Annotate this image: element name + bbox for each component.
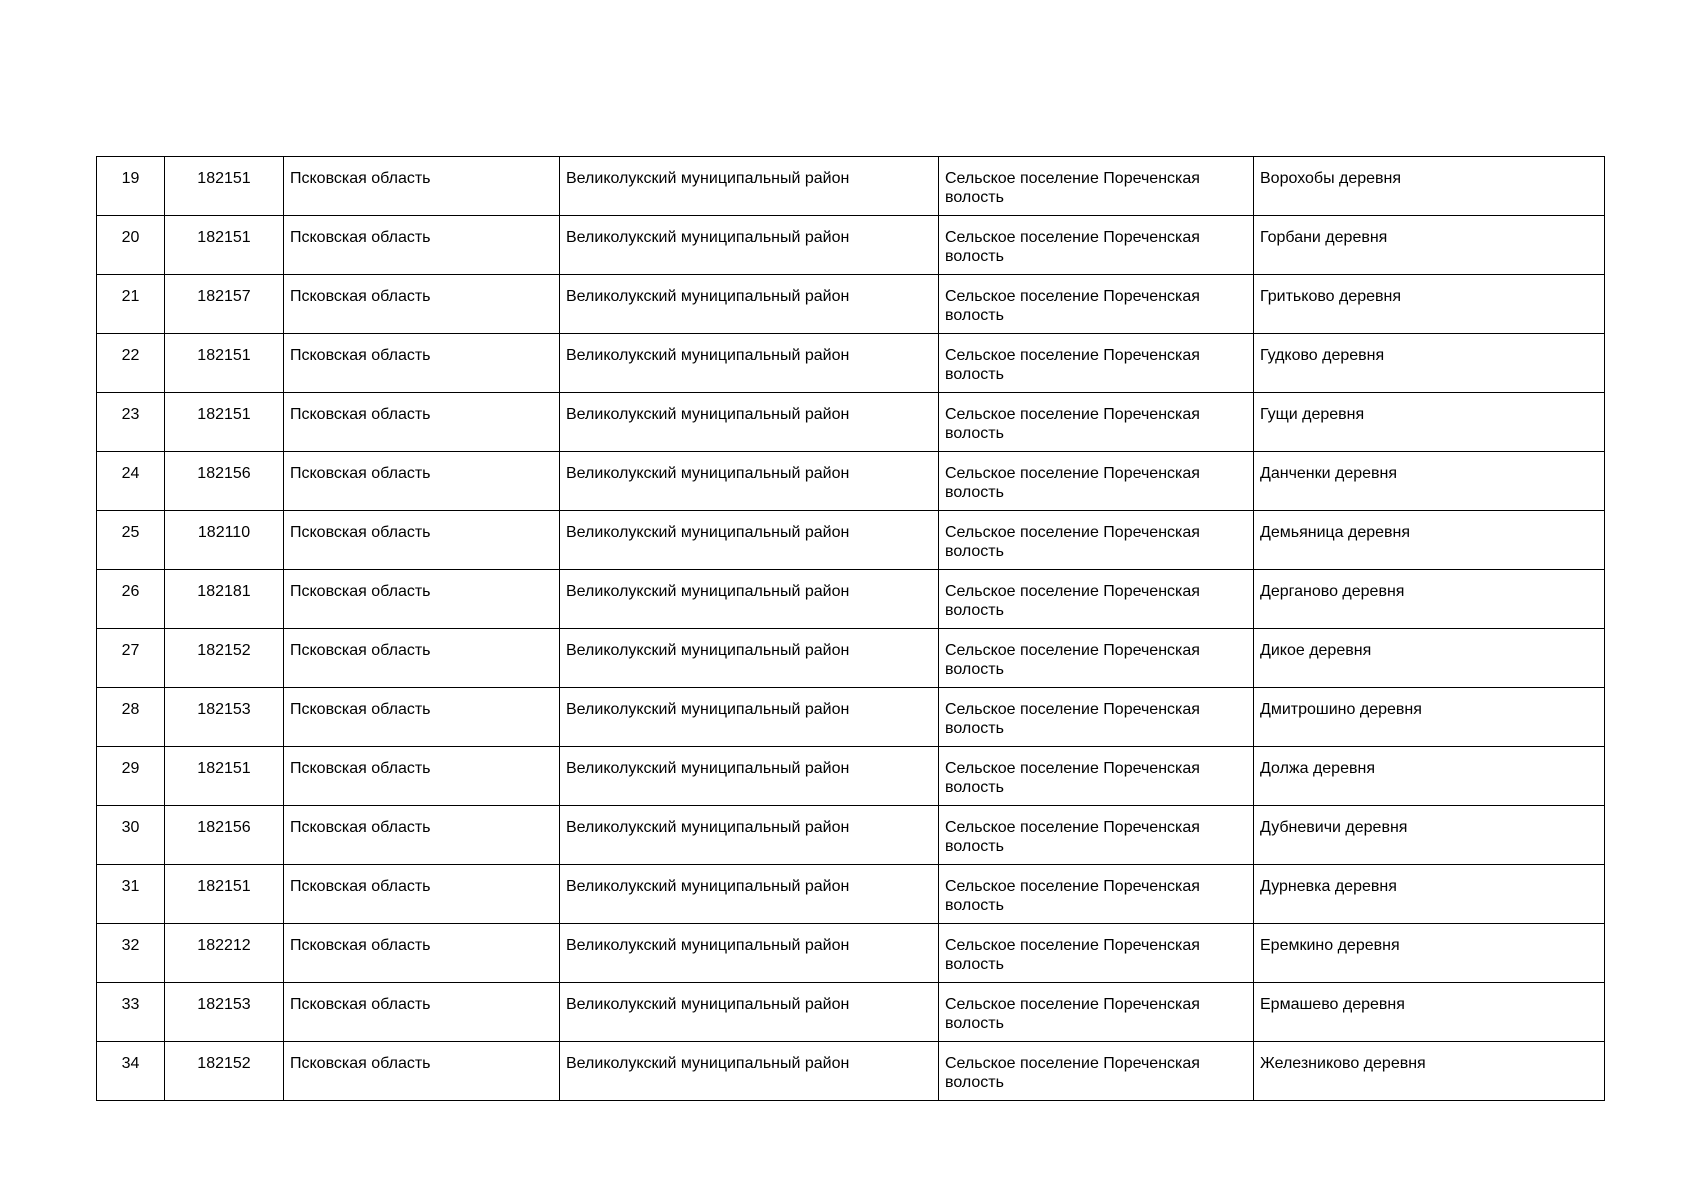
region-cell: Псковская область [284,570,560,629]
locality-cell: Гритьково деревня [1254,275,1605,334]
settlement-cell: Сельское поселение Пореченская волость [939,924,1254,983]
settlement-cell: Сельское поселение Пореченская волость [939,452,1254,511]
table-row [97,157,1605,216]
postal-code-cell: 182212 [165,924,284,983]
row-number-cell: 33 [97,983,165,1042]
row-number-cell: 34 [97,1042,165,1101]
district-cell: Великолукский муниципальный район [560,924,939,983]
locality-cell: Железниково деревня [1254,1042,1605,1101]
locality-cell: Ворохобы деревня [1254,157,1605,216]
locality-cell: Дерганово деревня [1254,570,1605,629]
locality-cell: Демьяница деревня [1254,511,1605,570]
locality-cell: Ермашево деревня [1254,983,1605,1042]
locality-cell: Горбани деревня [1254,216,1605,275]
region-cell: Псковская область [284,334,560,393]
postal-code-cell: 182156 [165,452,284,511]
postal-code-cell: 182151 [165,334,284,393]
table-row [97,511,1605,570]
district-cell: Великолукский муниципальный район [560,747,939,806]
district-cell: Великолукский муниципальный район [560,865,939,924]
settlement-cell: Сельское поселение Пореченская волость [939,629,1254,688]
table-body [97,157,1605,1101]
region-cell: Псковская область [284,1042,560,1101]
table-row [97,806,1605,865]
settlement-cell: Сельское поселение Пореченская волость [939,806,1254,865]
table-row [97,452,1605,511]
settlement-cell: Сельское поселение Пореченская волость [939,570,1254,629]
district-cell: Великолукский муниципальный район [560,157,939,216]
address-table [96,156,1605,1101]
postal-code-cell: 182110 [165,511,284,570]
postal-code-cell: 182157 [165,275,284,334]
settlement-cell: Сельское поселение Пореченская волость [939,275,1254,334]
row-number-cell: 31 [97,865,165,924]
table-row [97,1042,1605,1101]
district-cell: Великолукский муниципальный район [560,688,939,747]
district-cell: Великолукский муниципальный район [560,806,939,865]
row-number-cell: 32 [97,924,165,983]
postal-code-cell: 182151 [165,747,284,806]
locality-cell: Еремкино деревня [1254,924,1605,983]
locality-cell: Гудково деревня [1254,334,1605,393]
settlement-cell: Сельское поселение Пореченская волость [939,747,1254,806]
row-number-cell: 28 [97,688,165,747]
postal-code-cell: 182151 [165,157,284,216]
region-cell: Псковская область [284,511,560,570]
row-number-cell: 19 [97,157,165,216]
settlement-cell: Сельское поселение Пореченская волость [939,983,1254,1042]
postal-code-cell: 182151 [165,216,284,275]
table-row [97,688,1605,747]
row-number-cell: 26 [97,570,165,629]
postal-code-cell: 182152 [165,629,284,688]
district-cell: Великолукский муниципальный район [560,570,939,629]
postal-code-cell: 182151 [165,865,284,924]
settlement-cell: Сельское поселение Пореченская волость [939,216,1254,275]
region-cell: Псковская область [284,924,560,983]
row-number-cell: 27 [97,629,165,688]
row-number-cell: 30 [97,806,165,865]
district-cell: Великолукский муниципальный район [560,629,939,688]
region-cell: Псковская область [284,216,560,275]
postal-code-cell: 182153 [165,983,284,1042]
row-number-cell: 23 [97,393,165,452]
settlement-cell: Сельское поселение Пореченская волость [939,157,1254,216]
postal-code-cell: 182152 [165,1042,284,1101]
locality-cell: Должа деревня [1254,747,1605,806]
region-cell: Псковская область [284,393,560,452]
row-number-cell: 22 [97,334,165,393]
locality-cell: Дубневичи деревня [1254,806,1605,865]
region-cell: Псковская область [284,275,560,334]
region-cell: Псковская область [284,806,560,865]
settlement-cell: Сельское поселение Пореченская волость [939,865,1254,924]
table-row [97,629,1605,688]
table-row [97,983,1605,1042]
table-row [97,393,1605,452]
postal-code-cell: 182181 [165,570,284,629]
district-cell: Великолукский муниципальный район [560,511,939,570]
locality-cell: Гущи деревня [1254,393,1605,452]
table-row [97,216,1605,275]
district-cell: Великолукский муниципальный район [560,1042,939,1101]
district-cell: Великолукский муниципальный район [560,393,939,452]
region-cell: Псковская область [284,688,560,747]
row-number-cell: 25 [97,511,165,570]
table-row [97,570,1605,629]
district-cell: Великолукский муниципальный район [560,452,939,511]
locality-cell: Дмитрошино деревня [1254,688,1605,747]
region-cell: Псковская область [284,452,560,511]
table-row [97,275,1605,334]
locality-cell: Данченки деревня [1254,452,1605,511]
region-cell: Псковская область [284,747,560,806]
row-number-cell: 21 [97,275,165,334]
postal-code-cell: 182156 [165,806,284,865]
region-cell: Псковская область [284,629,560,688]
table-row [97,747,1605,806]
district-cell: Великолукский муниципальный район [560,216,939,275]
locality-cell: Дурневка деревня [1254,865,1605,924]
postal-code-cell: 182151 [165,393,284,452]
settlement-cell: Сельское поселение Пореченская волость [939,511,1254,570]
row-number-cell: 24 [97,452,165,511]
row-number-cell: 20 [97,216,165,275]
settlement-cell: Сельское поселение Пореченская волость [939,1042,1254,1101]
table-row [97,924,1605,983]
region-cell: Псковская область [284,157,560,216]
district-cell: Великолукский муниципальный район [560,275,939,334]
settlement-cell: Сельское поселение Пореченская волость [939,688,1254,747]
row-number-cell: 29 [97,747,165,806]
region-cell: Псковская область [284,983,560,1042]
region-cell: Псковская область [284,865,560,924]
table-row [97,334,1605,393]
table-row [97,865,1605,924]
locality-cell: Дикое деревня [1254,629,1605,688]
settlement-cell: Сельское поселение Пореченская волость [939,334,1254,393]
settlement-cell: Сельское поселение Пореченская волость [939,393,1254,452]
district-cell: Великолукский муниципальный район [560,983,939,1042]
district-cell: Великолукский муниципальный район [560,334,939,393]
postal-code-cell: 182153 [165,688,284,747]
